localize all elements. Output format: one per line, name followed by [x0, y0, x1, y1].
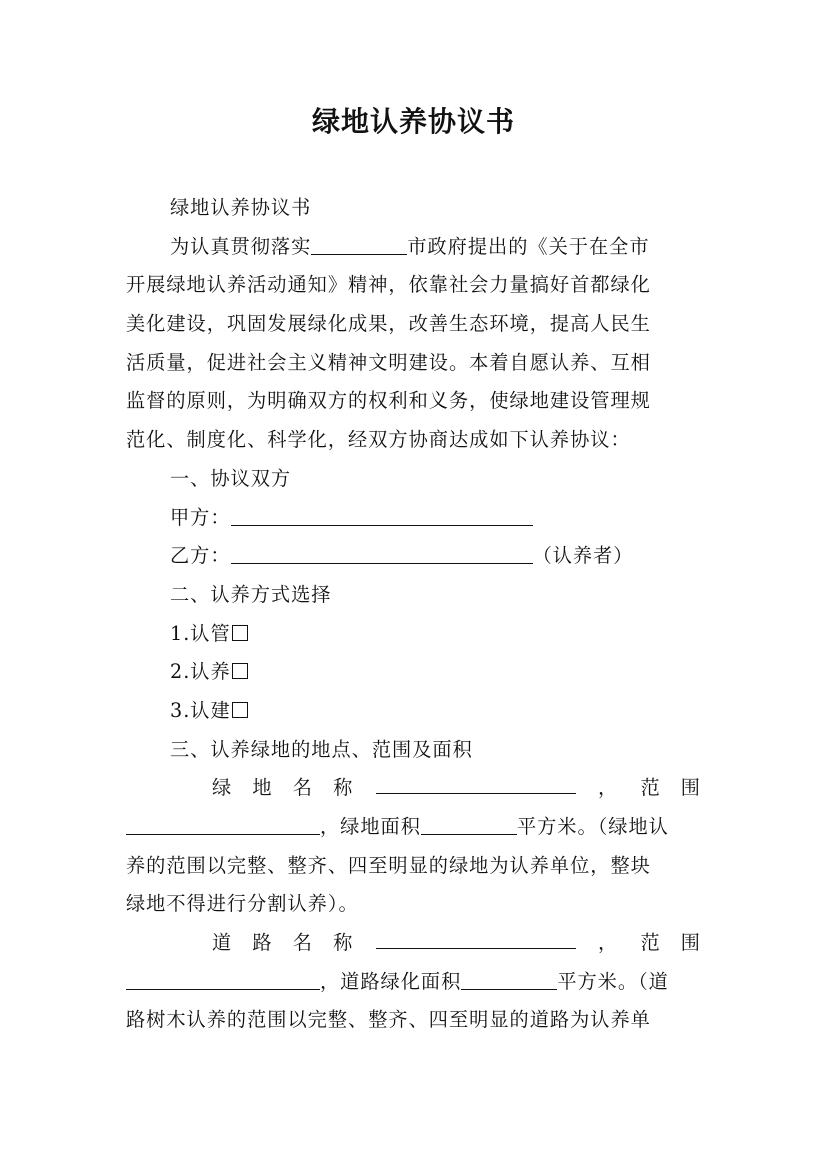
green-range-label: 范 围 [640, 776, 701, 800]
party-b-note: （认养者） [532, 544, 634, 568]
section-2-heading: 二、认养方式选择 [170, 582, 332, 606]
option-row-3 [126, 692, 701, 731]
party-b-blank[interactable] [231, 539, 533, 564]
road-area-blank[interactable] [461, 965, 557, 990]
document-title: 绿地认养协议书 [311, 105, 515, 138]
comma: ， [597, 931, 619, 955]
road-area-label: ，道路绿化面积 [320, 969, 462, 993]
intro-line-6: 范化、制度化、科学化，经双方协商达成如下认养协议： [126, 428, 631, 452]
section-1-heading: 一、协议双方 [170, 466, 292, 490]
green-name-row [126, 769, 701, 808]
option-checkbox-2[interactable] [232, 663, 248, 679]
green-area-label: ，绿地面积 [320, 815, 421, 838]
party-b-row [126, 537, 701, 576]
green-range-blank[interactable] [126, 810, 320, 835]
green-unit-note: 平方米。（绿地认 [516, 815, 669, 838]
option-label: 1.认管 [170, 621, 231, 645]
party-a-row [126, 499, 701, 538]
road-range-row [126, 963, 701, 1002]
road-name-blank[interactable] [376, 924, 576, 949]
road-name-label: 道 路 名 称 [212, 931, 354, 955]
option-checkbox-3[interactable] [232, 702, 248, 718]
option-label: 3.认建 [170, 698, 231, 722]
green-name-label: 绿 地 名 称 [212, 776, 354, 800]
intro-text: 为认真贯彻落实 [170, 234, 312, 258]
green-note-line-4: 绿地不得进行分割认养）。 [126, 892, 359, 916]
green-range-row [126, 808, 701, 847]
intro-line-3: 美化建设，巩固发展绿化成果，改善生态环境，提高人民生 [126, 312, 651, 336]
option-checkbox-1[interactable] [232, 625, 248, 641]
section-3-heading: 三、认养绿地的地点、范围及面积 [170, 737, 473, 761]
document-body [126, 189, 701, 1040]
road-range-label: 范 围 [640, 931, 701, 955]
road-range-blank[interactable] [126, 965, 320, 990]
road-note-line-3: 路树木认养的范围以完整、整齐、四至明显的道路为认养单 [126, 1008, 651, 1032]
party-b-label: 乙方： [170, 544, 231, 568]
party-a-label: 甲方： [170, 505, 231, 529]
subtitle: 绿地认养协议书 [170, 196, 312, 219]
option-label: 2.认养 [170, 660, 231, 684]
road-unit-note: 平方米。（道 [557, 969, 669, 993]
green-note-line-3: 养的范围以完整、整齐、四至明显的绿地为认养单位，整块 [126, 853, 651, 877]
intro-line-1 [126, 228, 701, 267]
road-name-row [126, 924, 701, 963]
option-row-2 [126, 653, 701, 692]
intro-line-2: 开展绿地认养活动通知》精神，依靠社会力量搞好首都绿化 [126, 273, 651, 297]
option-row-1 [126, 615, 701, 654]
party-a-blank[interactable] [231, 501, 533, 526]
green-name-blank[interactable] [376, 769, 576, 794]
intro-line-5: 监督的原则，为明确双方的权利和义务，使绿地建设管理规 [126, 389, 651, 413]
city-blank[interactable] [311, 230, 407, 255]
comma: ， [597, 776, 619, 800]
intro-text: 市政府提出的《关于在全市 [407, 234, 650, 258]
intro-line-4: 活质量，促进社会主义精神文明建设。本着自愿认养、互相 [126, 350, 651, 374]
green-area-blank[interactable] [421, 810, 517, 835]
